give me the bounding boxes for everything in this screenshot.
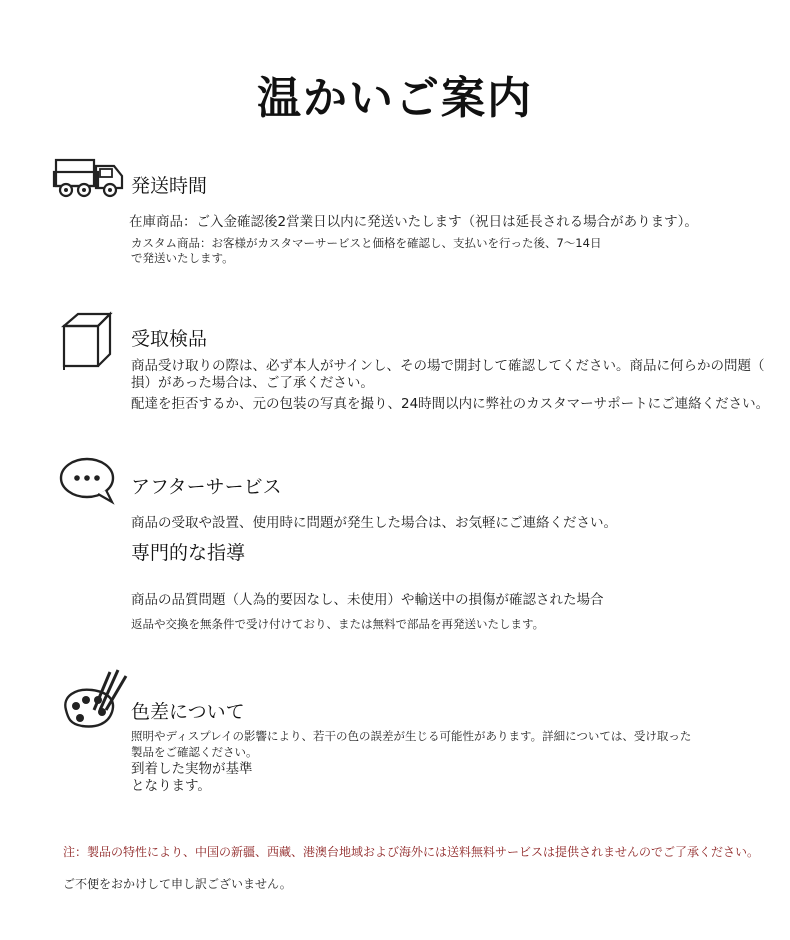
palette-icon — [58, 666, 130, 736]
chat-bubble-icon — [58, 456, 118, 506]
section-heading-color: 色差について — [131, 701, 245, 723]
box-icon — [58, 310, 116, 374]
aftersales-line-1: 商品の受取や設置、使用時に問題が発生した場合は、お気軽にご連絡ください。 — [131, 515, 617, 531]
shipping-line-1: 在庫商品：ご入金確認後2営業日以内に発送いたします（祝日は延長される場合があります）。 — [129, 214, 698, 230]
shipping-restriction-note: 注：製品の特性により、中国の新疆、西藏、港澳台地域および海外には送料無料サービスは提供されませんのでご了承ください。 — [63, 845, 760, 859]
receiving-line-1: 商品受け取りの際は、必ず本人がサインし、その場で開封して確認してください。商品に何らかの問題（ — [131, 358, 765, 374]
aftersales-line-2: 商品の品質問題（人為的要因なし、未使用）や輸送中の損傷が確認された場合 — [131, 592, 604, 608]
section-heading-aftersales: アフターサービス — [131, 476, 282, 498]
shipping-line-3: で発送いたします。 — [131, 251, 234, 265]
color-line-2: 製品をご確認ください。 — [131, 745, 258, 759]
truck-icon — [52, 156, 128, 200]
aftersales-line-3: 返品や交換を無条件で受け付けており、または無料で部品を再発送いたします。 — [131, 617, 545, 631]
shipping-line-2: カスタム商品：お客様がカスタマーサービスと価格を確認し、支払いを行った後、7〜14日 — [131, 236, 602, 250]
receiving-line-2: 損）があった場合は、ご了承ください。 — [131, 375, 374, 391]
section-heading-shipping: 発送時間 — [131, 175, 208, 197]
apology-note: ご不便をおかけして申し訳ございません。 — [63, 877, 292, 891]
section-heading-receiving: 受取検品 — [131, 328, 208, 350]
color-line-1: 照明やディスプレイの影響により、若干の色の誤差が生じる可能性があります。詳細については、受け取った — [131, 729, 692, 743]
page-title: 温かいご案内 — [257, 73, 533, 124]
subheading-guidance: 専門的な指導 — [131, 542, 246, 564]
color-line-4: となります。 — [131, 778, 211, 794]
receiving-line-3: 配達を拒否するか、元の包装の写真を撮り、24時間以内に弊社のカスタマーサポートにご連絡ください。 — [131, 396, 770, 412]
color-line-3: 到着した実物が基準 — [131, 761, 253, 777]
